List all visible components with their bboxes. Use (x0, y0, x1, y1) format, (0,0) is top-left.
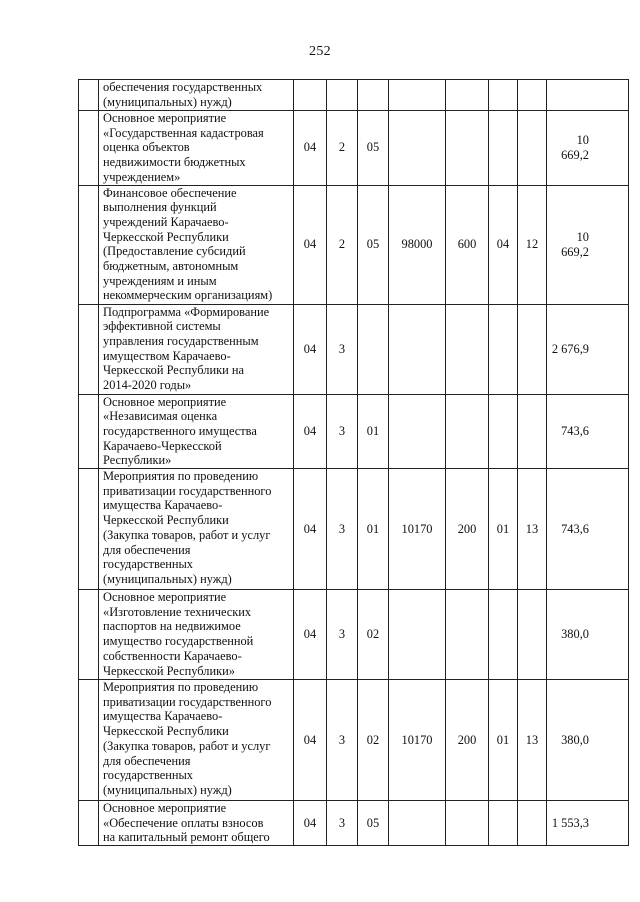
cell-razdel (489, 590, 518, 680)
cell-section: 04 (294, 304, 327, 394)
cell-podrazdel (518, 590, 547, 680)
table-row (79, 80, 629, 111)
cell-section: 04 (294, 394, 327, 469)
cell-number (79, 590, 99, 680)
table-row (79, 394, 629, 469)
cell-name (99, 185, 294, 304)
cell-event: 02 (358, 680, 389, 801)
cell-amount: 380,0 (547, 680, 629, 801)
cell-event: 02 (358, 590, 389, 680)
cell-name (99, 111, 294, 186)
cell-section: 04 (294, 111, 327, 186)
cell-name (99, 680, 294, 801)
table-row (79, 590, 629, 680)
cell-direction (389, 80, 446, 111)
cell-section: 04 (294, 185, 327, 304)
cell-direction (389, 590, 446, 680)
cell-expense-type (446, 111, 489, 186)
cell-direction (389, 111, 446, 186)
cell-amount: 743,6 (547, 394, 629, 469)
row-description: Мероприятия по проведению приватизации государственного имущества Карачаево- Черкесской Республики (Закупка товаров, работ и услуг для обеспечения государственных (муниципальных) нужд) (103, 680, 272, 797)
cell-expense-type (446, 80, 489, 111)
cell-event: 05 (358, 185, 389, 304)
cell-direction: 98000 (389, 185, 446, 304)
cell-direction (389, 304, 446, 394)
row-description: Основное мероприятие «Независимая оценка государственного имущества Карачаево-Черкесской Республики» (103, 394, 257, 468)
cell-amount: 10 669,2 (547, 111, 629, 186)
table-row (79, 801, 629, 846)
cell-razdel (489, 304, 518, 394)
cell-name (99, 304, 294, 394)
cell-section: 04 (294, 469, 327, 590)
cell-podrazdel: 13 (518, 680, 547, 801)
cell-program: 3 (327, 590, 358, 680)
cell-razdel (489, 111, 518, 186)
cell-podrazdel (518, 80, 547, 111)
cell-direction (389, 801, 446, 846)
cell-event: 05 (358, 111, 389, 186)
cell-number (79, 80, 99, 111)
cell-number (79, 680, 99, 801)
cell-podrazdel: 13 (518, 469, 547, 590)
cell-name (99, 590, 294, 680)
cell-program: 3 (327, 469, 358, 590)
table-row (79, 680, 629, 801)
cell-amount: 1 553,3 (547, 801, 629, 846)
cell-direction (389, 394, 446, 469)
cell-event (358, 304, 389, 394)
cell-amount: 380,0 (547, 590, 629, 680)
cell-name (99, 394, 294, 469)
cell-razdel (489, 801, 518, 846)
row-description: Основное мероприятие «Обеспечение оплаты взносов на капитальный ремонт общего (103, 801, 270, 845)
cell-direction: 10170 (389, 469, 446, 590)
row-description: Подпрограмма «Формирование эффективной системы управления государственным имуществом Карачаево- Черкесской Республики на 2014-2020 годы» (103, 304, 270, 393)
cell-expense-type: 600 (446, 185, 489, 304)
cell-section: 04 (294, 590, 327, 680)
cell-expense-type (446, 304, 489, 394)
cell-section: 04 (294, 801, 327, 846)
cell-podrazdel (518, 111, 547, 186)
cell-razdel (489, 394, 518, 469)
cell-number (79, 304, 99, 394)
cell-program: 3 (327, 394, 358, 469)
cell-name (99, 801, 294, 846)
cell-section (294, 80, 327, 111)
cell-direction: 10170 (389, 680, 446, 801)
table-row (79, 111, 629, 186)
cell-name (99, 469, 294, 590)
cell-event (358, 80, 389, 111)
row-description: Финансовое обеспечение выполнения функций учреждений Карачаево- Черкесской Республики (Предоставление субсидий бюджетным, автономным учреждениям и иным некоммерческим организациям) (103, 185, 273, 303)
cell-expense-type (446, 394, 489, 469)
budget-table (78, 79, 629, 846)
cell-number (79, 185, 99, 304)
cell-program: 2 (327, 185, 358, 304)
cell-section: 04 (294, 680, 327, 801)
row-description: Основное мероприятие «Изготовление технических паспортов на недвижимое имущество государственной собственности Карачаево- Черкесской Республики» (103, 590, 254, 678)
cell-expense-type (446, 801, 489, 846)
cell-event: 01 (358, 469, 389, 590)
table-row (79, 304, 629, 394)
cell-amount: 10 669,2 (547, 185, 629, 304)
cell-razdel: 01 (489, 680, 518, 801)
cell-program (327, 80, 358, 111)
cell-expense-type: 200 (446, 680, 489, 801)
cell-podrazdel (518, 801, 547, 846)
cell-podrazdel (518, 304, 547, 394)
cell-number (79, 469, 99, 590)
cell-name (99, 80, 294, 111)
cell-number (79, 801, 99, 846)
cell-podrazdel (518, 394, 547, 469)
cell-expense-type: 200 (446, 469, 489, 590)
cell-number (79, 394, 99, 469)
table-row (79, 185, 629, 304)
cell-program: 2 (327, 111, 358, 186)
cell-expense-type (446, 590, 489, 680)
cell-razdel: 04 (489, 185, 518, 304)
cell-razdel (489, 80, 518, 111)
cell-amount: 2 676,9 (547, 304, 629, 394)
cell-program: 3 (327, 680, 358, 801)
cell-event: 01 (358, 394, 389, 469)
table-row (79, 469, 629, 590)
row-description: Мероприятия по проведению приватизации государственного имущества Карачаево- Черкесской Республики (Закупка товаров, работ и услуг для обеспечения государственных (муниципальных) нужд) (103, 469, 272, 586)
cell-program: 3 (327, 801, 358, 846)
cell-razdel: 01 (489, 469, 518, 590)
page-number: 252 (309, 44, 331, 59)
cell-program: 3 (327, 304, 358, 394)
cell-number (79, 111, 99, 186)
row-description: Основное мероприятие «Государственная кадастровая оценка объектов недвижимости бюджетных учреждением» (103, 111, 264, 184)
cell-amount: 743,6 (547, 469, 629, 590)
cell-podrazdel: 12 (518, 185, 547, 304)
cell-event: 05 (358, 801, 389, 846)
row-description: обеспечения государственных (муниципальных) нужд) (103, 80, 263, 109)
cell-amount (547, 80, 629, 111)
